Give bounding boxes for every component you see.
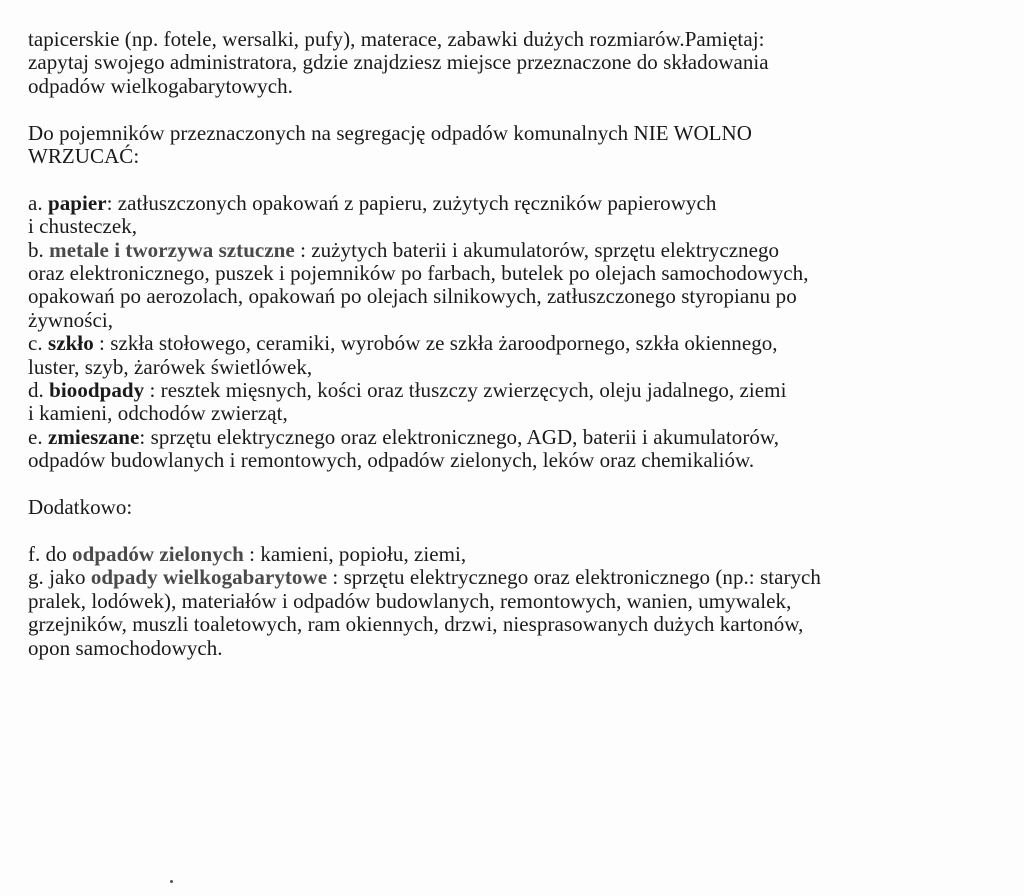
additional-heading: Dodatkowo: — [28, 495, 133, 520]
intro-line: zapytaj swojego administratora, gdzie znajdziesz miejsce przeznaczone do składowania — [28, 50, 769, 75]
warning-line: Do pojemników przeznaczonych na segregację odpadów komunalnych NIE WOLNO — [28, 120, 752, 145]
item-label-bioodpady: bioodpady — [49, 378, 145, 403]
item-text: : zatłuszczonych opakowań z papieru, zużytych ręczników papierowych — [106, 190, 717, 215]
item-prefix: c. — [28, 331, 48, 356]
item-prefix: e. — [28, 424, 48, 449]
item-label-odpady-zielone: odpadów zielonych — [72, 541, 244, 566]
warning-paragraph — [28, 122, 1003, 169]
item-text: : zużytych baterii i akumulatorów, sprzętu elektrycznego — [294, 237, 780, 262]
item-prefix: b. — [28, 237, 50, 262]
item-prefix: f. do — [28, 541, 73, 566]
intro-paragraph — [28, 28, 1003, 98]
item-label-szklo: szkło — [47, 331, 94, 356]
list-item-c — [28, 332, 1003, 355]
item-label-papier: papier — [47, 190, 107, 215]
intro-line: odpadów wielkogabarytowych. — [28, 73, 293, 98]
item-continuation: odpadów budowlanych i remontowych, odpadów zielonych, leków oraz chemikaliów. — [28, 448, 755, 473]
scan-speck — [170, 880, 173, 883]
item-label-zmieszane: zmieszane — [47, 424, 140, 449]
item-text: : kamieni, popiołu, ziemi, — [243, 541, 467, 566]
item-label-wielkogabarytowe: odpady wielkogabarytowe — [90, 565, 328, 590]
item-continuation: żywności, — [28, 307, 114, 332]
item-continuation: oraz elektronicznego, puszek i pojemników po farbach, butelek po olejach samochodowych, — [28, 261, 809, 286]
item-continuation: opon samochodowych. — [28, 635, 223, 660]
item-text: : resztek mięsnych, kości oraz tłuszczy zwierzęcych, oleju jadalnego, ziemi — [144, 378, 787, 403]
item-prefix: d. — [28, 378, 50, 403]
document-body — [28, 28, 1003, 660]
item-label-metale: metale i tworzywa sztuczne — [49, 237, 295, 262]
additional-heading-paragraph — [28, 496, 1003, 519]
list-item-f — [28, 543, 1003, 566]
item-continuation: opakowań po aerozolach, opakowań po olejach silnikowych, zatłuszczonego styropianu po — [28, 284, 797, 309]
item-prefix: g. jako — [28, 565, 91, 590]
prohibited-list — [28, 192, 1003, 473]
list-item-b — [28, 239, 1003, 262]
additional-list — [28, 543, 1003, 660]
item-continuation: luster, szyb, żarówek świetlówek, — [28, 354, 313, 379]
item-prefix: a. — [28, 190, 48, 215]
item-text: : sprzętu elektrycznego oraz elektronicznego (np.: starych — [327, 565, 821, 590]
item-continuation: pralek, lodówek), materiałów i odpadów budowlanych, remontowych, wanien, umywalek, — [28, 588, 792, 613]
item-text: : szkła stołowego, ceramiki, wyrobów ze szkła żaroodpornego, szkła okiennego, — [93, 331, 778, 356]
item-continuation: grzejników, muszli toaletowych, ram okiennych, drzwi, niesprasowanych dużych kartonów, — [28, 612, 804, 637]
warning-line: WRZUCAĆ: — [28, 144, 140, 169]
item-continuation: i chusteczek, — [28, 214, 138, 239]
item-text: : sprzętu elektrycznego oraz elektronicznego, AGD, baterii i akumulatorów, — [139, 424, 780, 449]
list-item-g — [28, 566, 1003, 589]
list-item-e — [28, 426, 1003, 449]
item-continuation: i kamieni, odchodów zwierząt, — [28, 401, 288, 426]
list-item-d — [28, 379, 1003, 402]
list-item-a — [28, 192, 1003, 215]
intro-line: tapicerskie (np. fotele, wersalki, pufy), materace, zabawki dużych rozmiarów.Pamiętaj: — [28, 27, 765, 51]
